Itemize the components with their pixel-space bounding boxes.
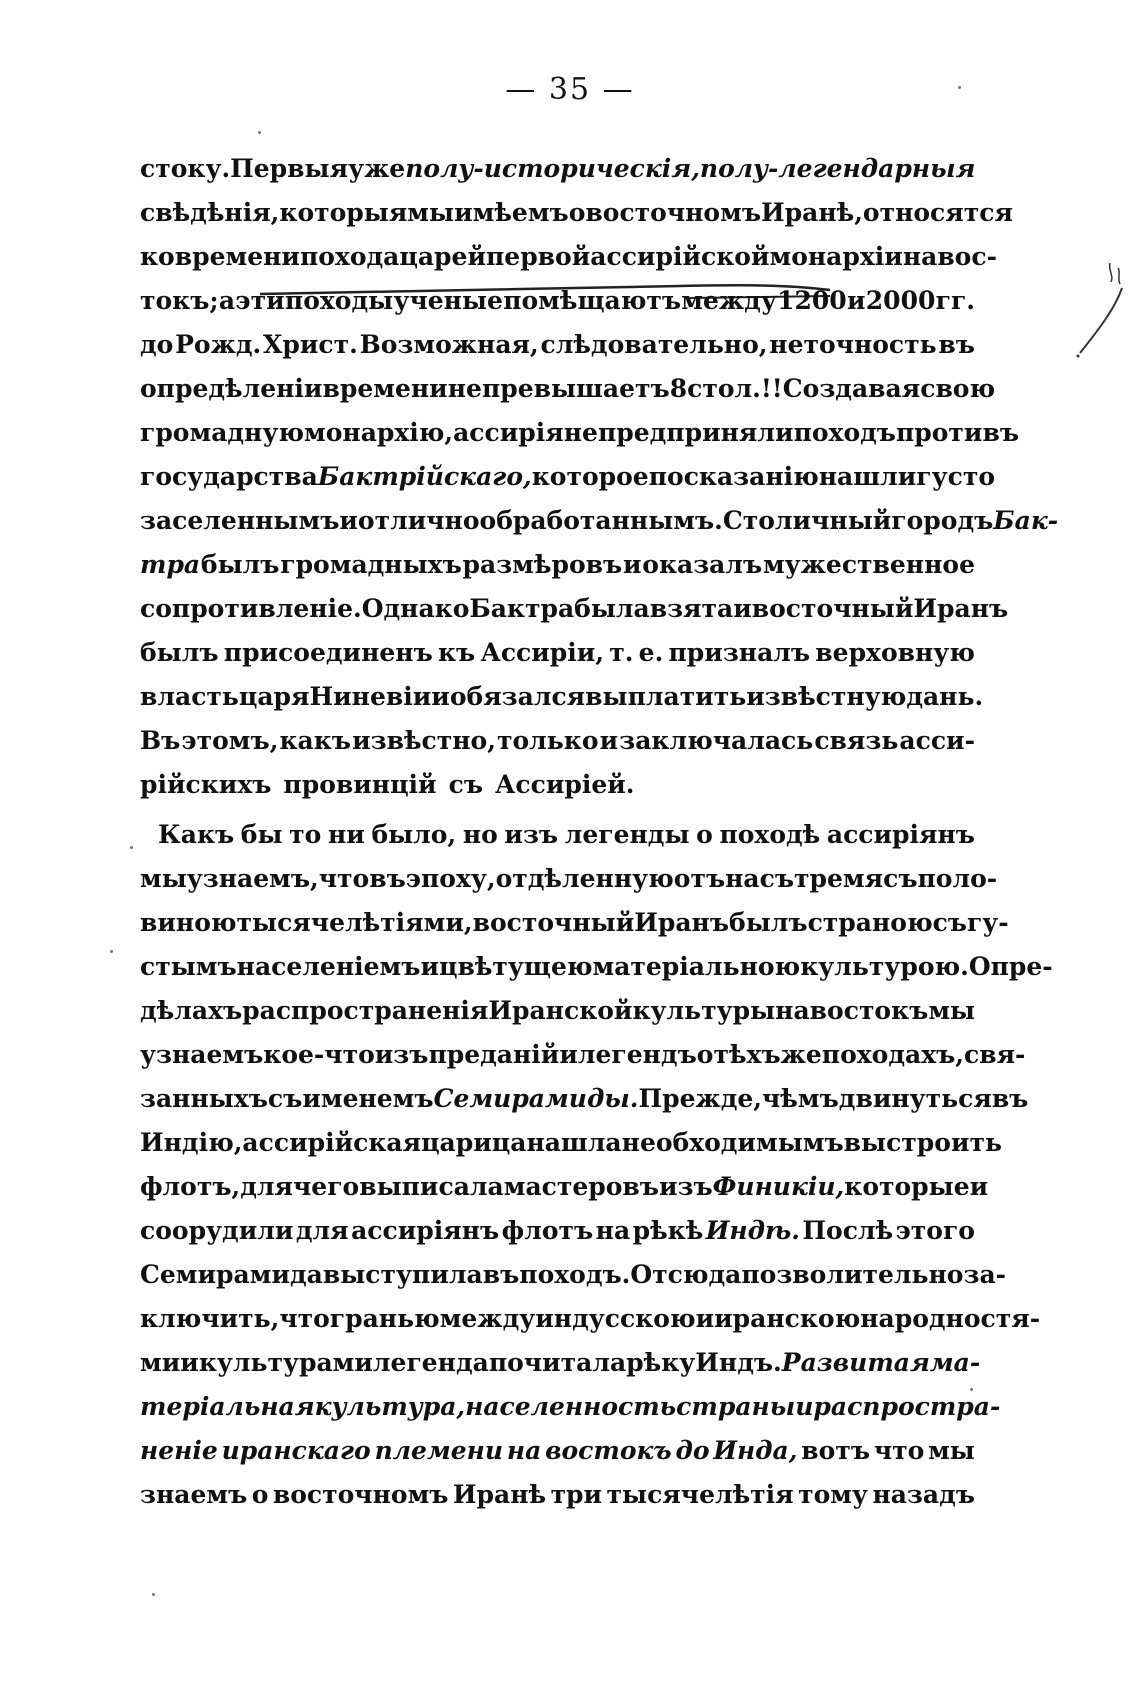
word: сказанію <box>683 462 819 491</box>
word: что <box>279 1304 330 1333</box>
word: обязался <box>449 682 586 711</box>
word: о <box>696 820 713 849</box>
body-text <box>140 147 1059 1517</box>
word: какъ <box>279 726 351 755</box>
word: востокъ <box>545 1436 672 1465</box>
word: неніе <box>140 1436 218 1465</box>
word: на <box>595 1216 631 1245</box>
word: Столичный <box>722 506 892 535</box>
word: Рожд. <box>175 330 262 359</box>
word: и <box>622 550 642 579</box>
word: взята <box>649 594 734 623</box>
word: которые <box>844 1172 970 1201</box>
word: страною <box>807 908 933 937</box>
word: опредѣленіи <box>140 374 323 403</box>
text-line <box>140 455 996 499</box>
paper-speck <box>258 131 261 134</box>
word: необходимымъ <box>621 1128 844 1157</box>
word: насъ <box>725 864 795 893</box>
word: Послѣ <box>802 1216 894 1245</box>
word: почитала <box>488 1348 627 1377</box>
word: съ <box>883 864 918 893</box>
word: сопротивленіе. <box>140 594 362 623</box>
word: первой <box>486 242 591 271</box>
word: народностя- <box>860 1304 1041 1333</box>
text-line <box>140 279 975 323</box>
word: виною <box>140 908 237 937</box>
word: которыя <box>279 198 408 227</box>
word: мы <box>407 198 455 227</box>
word: Христ. <box>263 330 358 359</box>
word: и <box>733 594 752 623</box>
word: уже <box>348 154 406 183</box>
word: Индѣ. <box>705 1216 800 1245</box>
word: присоединенъ <box>223 638 433 667</box>
word: для <box>295 1216 349 1245</box>
word: поло- <box>917 864 998 893</box>
word: цвѣтущею <box>438 952 593 981</box>
word: иранскою <box>714 1304 861 1333</box>
word: легендъ <box>577 1040 697 1069</box>
word: Индъ. <box>695 1348 782 1377</box>
text-line <box>140 1253 1007 1297</box>
word: гг. <box>935 286 975 315</box>
word: монархію, <box>304 418 454 447</box>
word: и <box>559 1040 578 1069</box>
word: Въ <box>140 726 181 755</box>
text-line <box>140 1473 975 1517</box>
word: асси- <box>899 726 975 755</box>
word: ни <box>327 820 365 849</box>
text-line <box>140 813 975 857</box>
word: мы <box>140 864 187 893</box>
word: восточный <box>751 594 914 623</box>
word: Отсюда <box>630 1260 742 1289</box>
paper-speck <box>130 846 133 849</box>
word: только <box>497 726 599 755</box>
text-line <box>140 719 975 763</box>
word: этомъ, <box>181 726 279 755</box>
text-line <box>140 499 1059 543</box>
word: дань. <box>906 682 984 711</box>
word: что <box>318 864 370 893</box>
paper-speck <box>958 86 961 89</box>
word: Прежде, <box>638 1084 762 1113</box>
word: царей <box>399 242 486 271</box>
text-line <box>140 191 1013 235</box>
word: О <box>968 952 991 981</box>
word: заключалась <box>619 726 814 755</box>
word: въ <box>991 1084 1029 1113</box>
word: неточность <box>769 330 937 359</box>
word: заселеннымъ <box>140 506 340 535</box>
text-line <box>140 1165 989 1209</box>
word: знаемъ <box>140 1480 248 1509</box>
word: эпоху, <box>405 864 496 893</box>
word: выступила <box>322 1260 483 1289</box>
word: Создавая <box>782 374 921 403</box>
word: изъ <box>658 1172 713 1201</box>
word: три <box>550 1480 603 1509</box>
word: Индію, <box>140 1128 243 1157</box>
word: до <box>675 1436 710 1465</box>
text-line <box>140 631 975 675</box>
word: городъ <box>891 506 994 535</box>
paper-speck <box>110 950 113 953</box>
word: за- <box>963 1260 1007 1289</box>
word: и <box>795 1392 814 1421</box>
word: нашла <box>526 1128 622 1157</box>
word: по <box>648 462 684 491</box>
word: легенда <box>372 1348 489 1377</box>
word: Иранъ <box>634 908 730 937</box>
word: полу-историческія, <box>405 154 700 183</box>
text-line <box>140 323 975 367</box>
word: ма- <box>929 1348 981 1377</box>
word: населеніемъ <box>236 952 421 981</box>
word: флотъ, <box>140 1172 241 1201</box>
word: и <box>599 726 619 755</box>
word: Бактрійскаго, <box>317 462 532 491</box>
word: Ассиріи, <box>480 638 605 667</box>
word: двинуться <box>838 1084 992 1113</box>
word: былъ <box>140 638 219 667</box>
word: соорудили <box>140 1216 294 1245</box>
word: отлично <box>357 506 480 535</box>
word: населенность <box>465 1392 677 1421</box>
text-line <box>140 945 1053 989</box>
word: царица <box>421 1128 527 1157</box>
word: а <box>218 286 236 315</box>
word: распростра- <box>813 1392 1001 1421</box>
word: эти <box>235 286 285 315</box>
word: между <box>439 1304 536 1333</box>
word: имѣемъ <box>454 198 569 227</box>
word: вотъ <box>801 1436 870 1465</box>
word: и <box>180 1348 199 1377</box>
word: стол.!! <box>687 374 783 403</box>
text-line <box>140 763 975 807</box>
word: и <box>846 286 866 315</box>
word: тысячелѣтіями, <box>236 908 473 937</box>
text-line <box>140 1033 1026 1077</box>
word: изъ <box>504 820 559 849</box>
word: чѣмъ <box>762 1084 839 1113</box>
word: рѣкѣ <box>632 1216 704 1245</box>
word: верховную <box>815 638 975 667</box>
text-line <box>140 367 996 411</box>
word: Однако <box>361 594 470 623</box>
word: походахъ, <box>821 1040 964 1069</box>
word: но <box>462 820 498 849</box>
word: же <box>780 1040 822 1069</box>
word: тра <box>140 550 201 579</box>
word: что <box>873 1436 925 1465</box>
word: гу- <box>966 908 1009 937</box>
word: Какъ <box>158 820 235 849</box>
text-line <box>140 1121 1002 1165</box>
word: теріальная <box>140 1392 315 1421</box>
word: между <box>681 286 777 315</box>
word: ученые <box>393 286 503 315</box>
word: походѣ <box>719 820 821 849</box>
word: то <box>289 820 322 849</box>
word: ассирійской <box>590 242 770 271</box>
word: призналъ <box>668 638 811 667</box>
word: тысячелѣтія <box>606 1480 794 1509</box>
paper-speck <box>152 1593 155 1596</box>
word: Иранской <box>488 996 633 1025</box>
word: гранью <box>329 1304 440 1333</box>
word: тому <box>798 1480 868 1509</box>
word: т. <box>609 638 634 667</box>
word: ко <box>140 242 175 271</box>
word: относятся <box>862 198 1013 227</box>
word: ассирійская <box>242 1128 422 1157</box>
word: въ <box>369 864 406 893</box>
word: времени <box>174 242 300 271</box>
word: мастеровъ <box>503 1172 659 1201</box>
word: полу-легендарныя <box>699 154 976 183</box>
word: на <box>775 996 810 1025</box>
word: чего <box>293 1172 360 1201</box>
text-line <box>140 147 975 191</box>
word: тремя <box>794 864 884 893</box>
word: пре- <box>990 952 1053 981</box>
word: 8 <box>669 374 688 403</box>
word: нашли <box>818 462 917 491</box>
word: былъ <box>729 908 808 937</box>
word: обработаннымъ. <box>479 506 723 535</box>
text-line <box>140 1209 975 1253</box>
word: ассиріянъ <box>826 820 975 849</box>
word: помѣщаютъ <box>503 286 682 315</box>
word: 1200 <box>777 286 847 315</box>
text-line <box>140 675 984 719</box>
word: въ <box>482 1260 520 1289</box>
word: рійскихъ <box>140 770 272 799</box>
word: культуры <box>632 996 776 1025</box>
word: преданій <box>428 1040 560 1069</box>
word: выстроить <box>843 1128 1002 1157</box>
word: до <box>140 330 174 359</box>
word: индусскою <box>535 1304 696 1333</box>
word: и <box>431 682 450 711</box>
word: Иранѣ, <box>761 198 863 227</box>
word: былъ <box>200 550 280 579</box>
text-line <box>140 1077 1029 1121</box>
word: предприняли <box>597 418 794 447</box>
word: востокъ <box>809 996 929 1025</box>
word: которое <box>531 462 649 491</box>
word: въ <box>938 330 975 359</box>
word: о <box>696 1040 714 1069</box>
word: походъ <box>793 418 896 447</box>
word: ми <box>140 1348 181 1377</box>
text-line <box>140 587 1009 631</box>
word: дѣлахъ <box>140 996 243 1025</box>
text-line <box>140 901 1009 945</box>
word: и <box>695 1304 715 1333</box>
word: культура, <box>314 1392 466 1421</box>
word: и <box>339 506 358 535</box>
word: не <box>447 374 482 403</box>
word: именемъ <box>302 1084 434 1113</box>
word: Иранѣ <box>452 1480 547 1509</box>
margin-pencil-mark <box>990 258 1140 368</box>
word: Первыя <box>230 154 349 183</box>
word: монархіи <box>769 242 903 271</box>
word: этого <box>895 1216 975 1245</box>
word: превышаетъ <box>481 374 670 403</box>
word: съ <box>448 770 484 799</box>
word: громадную <box>140 418 304 447</box>
word: свя- <box>963 1040 1026 1069</box>
word: назадъ <box>872 1480 975 1509</box>
word: о <box>568 198 586 227</box>
word: густо <box>916 462 996 491</box>
word: для <box>240 1172 293 1201</box>
word: Иранъ <box>913 594 1009 623</box>
text-line <box>140 1297 1041 1341</box>
word: Семирамида <box>140 1260 323 1289</box>
word: противъ <box>895 418 1020 447</box>
word: ключить, <box>140 1304 280 1333</box>
word: иранскаго <box>221 1436 371 1465</box>
word: Финикіи, <box>712 1172 845 1201</box>
word: походъ. <box>519 1260 631 1289</box>
word: Ассиріей. <box>495 770 635 799</box>
word: царя <box>238 682 310 711</box>
word: власть <box>140 682 239 711</box>
word: выплатить <box>585 682 747 711</box>
word: племени <box>374 1436 504 1465</box>
word: восточный <box>472 908 635 937</box>
word: провинцій <box>283 770 437 799</box>
word: съ <box>932 908 967 937</box>
word: размѣровъ <box>462 550 623 579</box>
word: было, <box>371 820 457 849</box>
word: Инда, <box>713 1436 798 1465</box>
word: выписала <box>359 1172 504 1201</box>
word: походы <box>284 286 394 315</box>
word: отдѣленную <box>495 864 674 893</box>
word: занныхъ <box>140 1084 268 1113</box>
word: стоку. <box>140 154 231 183</box>
text-line <box>140 543 975 587</box>
word: узнаемъ, <box>186 864 319 893</box>
word: токъ; <box>140 286 219 315</box>
word: позволительно <box>741 1260 964 1289</box>
text-line <box>140 235 997 279</box>
word: оказалъ <box>642 550 763 579</box>
word: Ниневіи <box>309 682 432 711</box>
word: и <box>969 1172 989 1201</box>
word: страны <box>676 1392 796 1421</box>
word: распространенія <box>242 996 489 1025</box>
word: съ <box>267 1084 303 1113</box>
word: мы <box>928 996 976 1025</box>
word: извѣстно, <box>352 726 496 755</box>
word: о <box>251 1480 269 1509</box>
word: свѣдѣнія, <box>140 198 280 227</box>
word: культурою. <box>800 952 969 981</box>
word: къ <box>438 638 476 667</box>
word: громадныхъ <box>280 550 462 579</box>
word: узнаемъ <box>140 1040 264 1069</box>
word: была <box>574 594 650 623</box>
word: Бак- <box>993 506 1059 535</box>
word: государства <box>140 462 318 491</box>
word: вос- <box>937 242 997 271</box>
text-line <box>140 1341 981 1385</box>
text-line <box>140 1385 1001 1429</box>
word: рѣку <box>626 1348 696 1377</box>
word: Бактра <box>469 594 575 623</box>
word: мужественное <box>762 550 975 579</box>
word: ассиріянъ <box>351 1216 500 1245</box>
word: тѣхъ <box>713 1040 781 1069</box>
word: бы <box>240 820 283 849</box>
word: изъ <box>374 1040 429 1069</box>
word: мы <box>928 1436 975 1465</box>
text-line <box>140 1429 975 1473</box>
word: Развитая <box>781 1348 930 1377</box>
word: похода <box>299 242 400 271</box>
word: матеріальною <box>592 952 801 981</box>
word: слѣдовательно, <box>540 330 768 359</box>
word: стымъ <box>140 952 237 981</box>
word: связь <box>814 726 899 755</box>
word: отъ <box>673 864 726 893</box>
word: Возможная, <box>359 330 539 359</box>
word: кое-что <box>263 1040 375 1069</box>
word: 2000 <box>865 286 936 315</box>
text-line <box>140 411 1020 455</box>
word: ассиріяне <box>453 418 598 447</box>
text-line <box>140 857 998 901</box>
word: восточномъ <box>585 198 762 227</box>
word: на <box>506 1436 542 1465</box>
word: легенды <box>564 820 690 849</box>
page-number: — 35 — <box>505 72 635 107</box>
word: флотъ <box>501 1216 594 1245</box>
word: на <box>902 242 938 271</box>
word: извѣстную <box>746 682 907 711</box>
word: времени <box>322 374 448 403</box>
word: Семирамиды. <box>433 1084 639 1113</box>
word: восточномъ <box>272 1480 449 1509</box>
word: е. <box>638 638 664 667</box>
word: свою <box>920 374 996 403</box>
word: культурами <box>198 1348 373 1377</box>
word: и <box>420 952 439 981</box>
text-line <box>140 989 975 1033</box>
